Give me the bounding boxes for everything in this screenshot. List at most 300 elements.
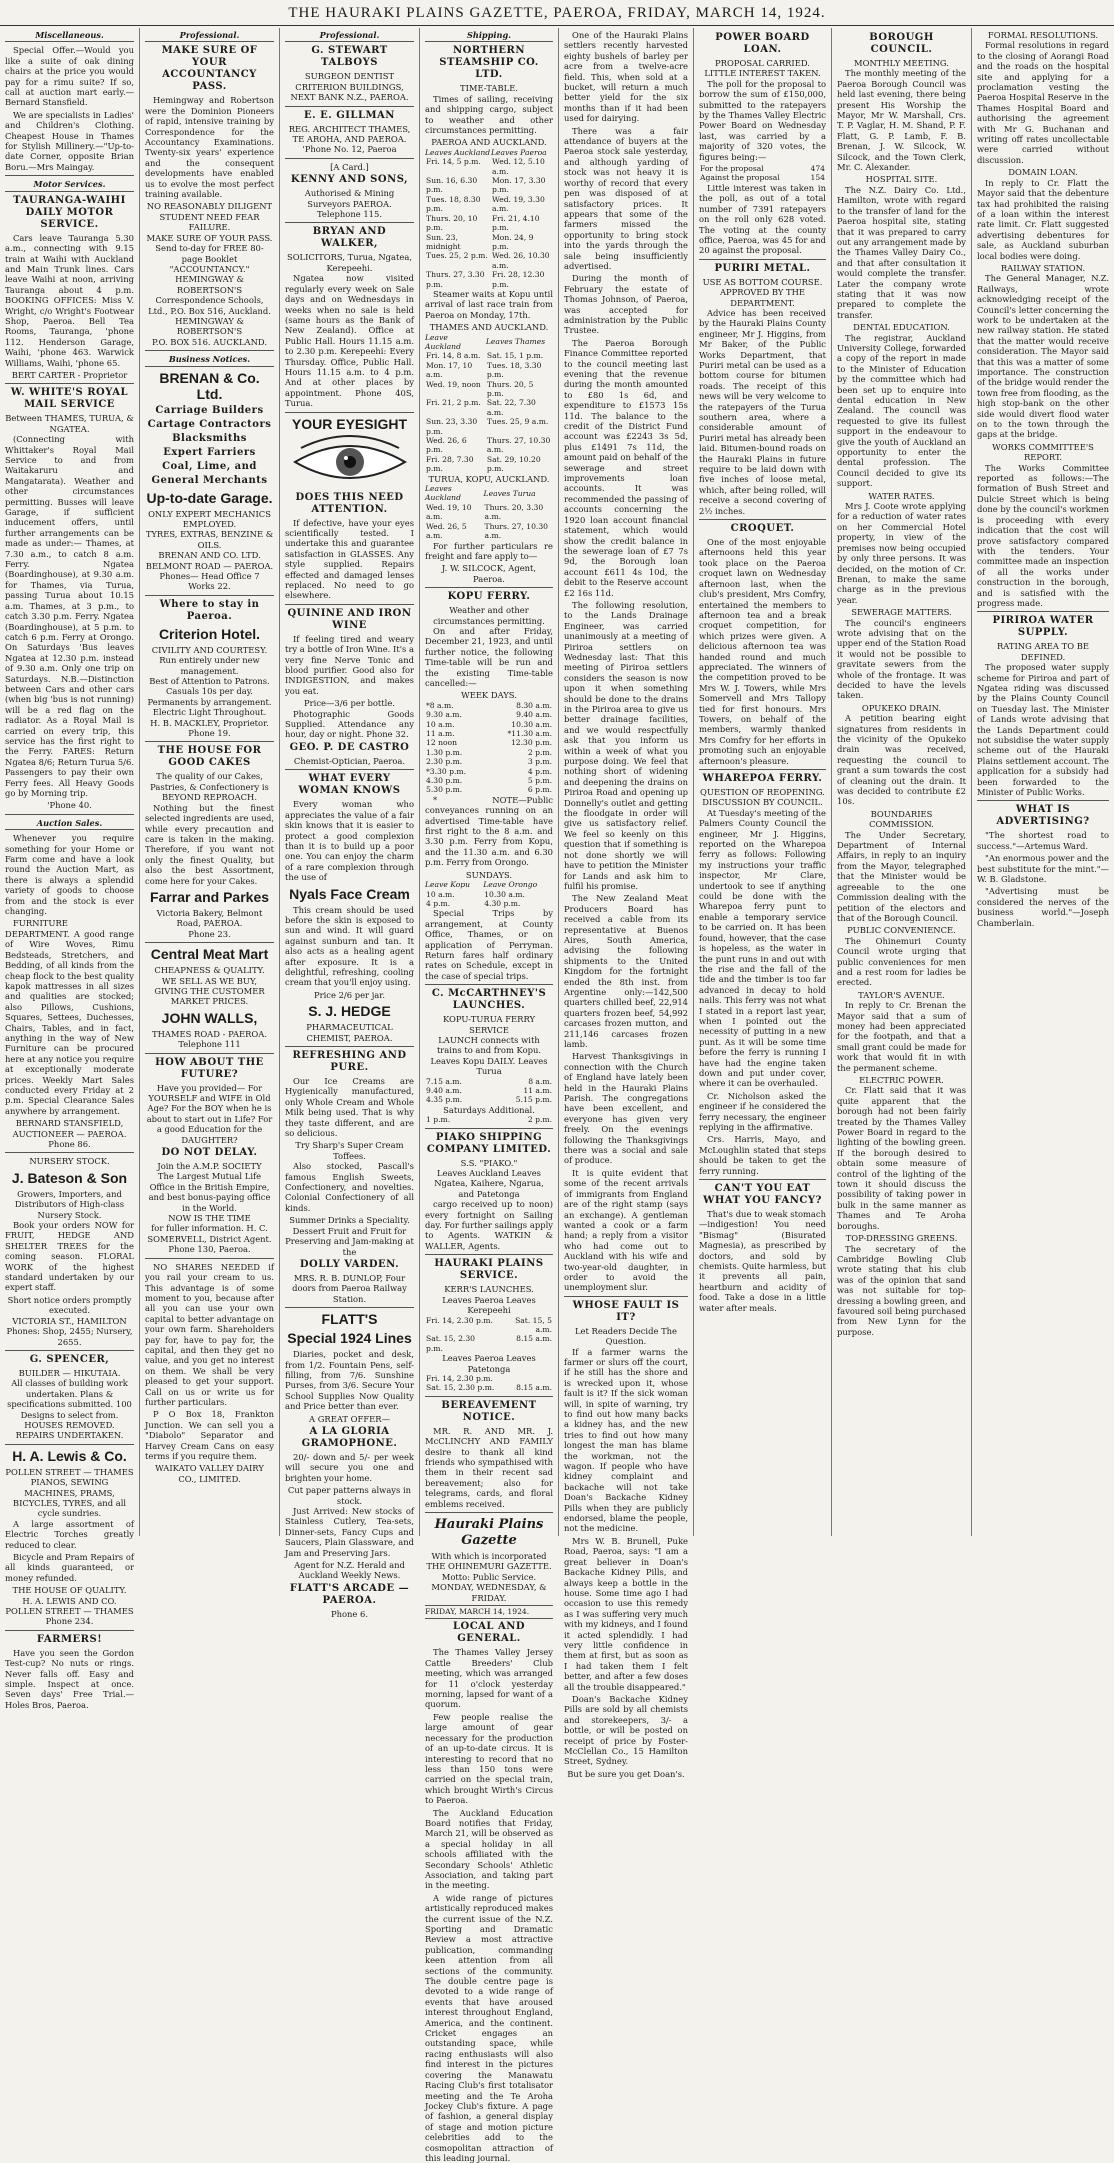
table-cell: 7.15 a.m.: [426, 1076, 462, 1086]
ad-address: POLLEN STREET — THAMES: [5, 1606, 134, 1617]
ad-subtitle: [A Card.]: [330, 161, 369, 172]
divider: [5, 383, 134, 384]
table-cell: Fri. 14, 5 p.m.: [426, 157, 481, 167]
table-row: [425, 1077, 553, 1086]
column-2: [140, 28, 280, 1536]
ad-signature: AUCTIONEER — PAEROA.: [12, 1128, 127, 1139]
ad-body: Summer Drinks a Speciality.: [289, 1215, 410, 1226]
table-title: SUNDAYS.: [465, 869, 513, 880]
classified-ad: Special Offer.—Would you like a suite of oak dining chairs at the price you would pay for a rimu suite? If so, call at auction mart early.—Bernard Stansfield.: [5, 45, 134, 108]
table-row: [425, 417, 553, 436]
table-title: Leaves Paeroa Leaves Patetonga: [442, 1353, 536, 1374]
ad-body: Bicycle and Pram Repairs of all kinds guaranteed, or money refunded.: [5, 1552, 134, 1583]
table-row: [425, 1095, 553, 1104]
article-subhead: WATER RATES.: [868, 490, 935, 501]
ad-body: MAKE SURE OF YOUR PASS.: [146, 232, 273, 243]
ad-subtitle: SOLICITORS, Turua, Ngatea, Kerepeehi.: [286, 252, 413, 273]
ad-body: Steamer waits at Kopu until arrival of last race train from Paeroa on Monday, 17th.: [425, 288, 553, 320]
ad-phone: 'Phone 40.: [47, 800, 92, 811]
table-row: [425, 757, 553, 766]
dateline: [425, 1605, 553, 1619]
article-paragraph: Advice has been received by the Hauraki Plains County engineer, Mr J. Higgins, from Mr Baker, of the Public Works Department, that Puriri metal can be used as a bottom course for bitumen roads. The receipt of this news will be very welcome to the ratepayers of the Turua southern area, where a considerable amount of Puriri metal has already been laid. Bitumen-bound roads on the Hauraki Plains in future require to be laid down with five inches of loose metal, which, after being rolled, will receive a second covering of 2½ inches.: [699, 307, 826, 516]
article-paragraph: The Ohinemuri County Council wrote urging that public conveniences for men and a rest room for ladies be erected.: [837, 935, 966, 988]
table-row: [425, 785, 553, 794]
article-paragraph: The monthly meeting of the Paeroa Borough Council was held last evening, there being present His Worship the Mayor, Mr W. Marshall, Crs. T. P. Vaglar, H. M. Shand, P. F. Flatt, G. P. Lamb, F. B. Brenan, J. W. Silcock, W. Silcock, and the Town Clerk, Mr. C. Alexander.: [837, 68, 966, 173]
article-subhead: BOUNDARIES COMMISSION.: [869, 808, 934, 830]
article-subhead: PROPOSAL CARRIED.: [715, 58, 810, 68]
ad-body: Dessert Fruit and Fruit for Preserving and Jam-making at the: [285, 1225, 414, 1257]
publication-days: MONDAY, WEDNESDAY, & FRIDAY.: [431, 1582, 547, 1603]
ad-body: The Largest Mutual Life Office in the British Empire, and best bonus-paying office in the World.: [148, 1171, 271, 1213]
ad-subtitle: Chemist-Optician, Paeroa.: [293, 755, 406, 766]
ad-title: NORTHERN STEAMSHIP CO. LTD.: [439, 45, 539, 81]
article-paragraph: Cr. Flatt said that it was quite apparent that the borough had not been fairly treated by the Thames Valley Power Board in regard to the lighting of the bowling green. If the borough desired to obtain some measure of control of the lighting of the town it should discuss the possibility of taking power in bulk in the same manner as Thames and Te Aroha boroughs.: [837, 1085, 966, 1231]
table-row: [425, 738, 553, 747]
table-row: [425, 720, 553, 729]
divider: [5, 1152, 134, 1153]
article-paragraph: One of the most enjoyable afternoons held this year took place on the Paeroa croquet lawn on Wednesday afternoon last, when the club's president, Mrs Comfry, entertained the members to afternoon tea and a break croquet competition, for which prizes were given. A delicious afternoon tea was handed round and much appreciated. The winners of the competition proved to be Mrs W. J. Towers, while Mrs Somervell and Mrs Tallopy tied for first honours. Mrs Towers, on behalf of the members, warmly thanked Mrs Comfry for her efforts in promoting such an enjoyable afternoon's pleasure.: [699, 537, 826, 766]
article-paragraph: That's due to weak stomach—indigestion! You need "Bismag" (Bisurated Magnesia), as prescribed by doctors, and sold by chemists. Quite harmless, but it prevents all pain, heartburn and acidity of food. Take a dose in a little water after meals.: [699, 1209, 826, 1313]
ad-title: TAURANGA-WAIHI DAILY MOTOR SERVICE.: [13, 194, 126, 230]
table-cell: Mon. 17, 3.30 p.m.: [492, 176, 546, 195]
ad-subtitle: Join the A.M.P. SOCIETY: [157, 1161, 262, 1172]
table-cell: 10.30 a.m.: [484, 889, 525, 899]
article-subhead: DISCUSSION BY COUNCIL.: [702, 797, 823, 808]
ad-phone: Phone 234.: [45, 1616, 94, 1627]
ad-phone: Phone 23.: [188, 928, 231, 939]
table-row: [425, 351, 553, 360]
divider: [145, 595, 274, 596]
columns: [0, 28, 1114, 2163]
divider: [564, 1296, 688, 1297]
article-paragraph: At Tuesday's meeting of the Palmers County Council the engineer, Mr J. Higgins, reported on the Wharepoa ferry as follows: Following my instructions your traffic inspector, Mr Clare, undertook to see if anything could be done with the Wharepoa ferry punt to enable a temporary service to be carried on. It has been found, however, that the case is hopeless, as the water in the punt runs in and out with the rise and the fall of the tide and the timber is too far advanced in decay to hold nails. This ferry was not what I stated in a report last year, when I pointed out the necessity of putting in a new punt. As it will be some time before the ferry is running I have had the engine taken down and put under cover, where it can be overhauled.: [699, 807, 826, 1089]
column-header: Leaves Auckland: [425, 147, 491, 157]
divider: [285, 106, 414, 107]
notice-title: BEREAVEMENT NOTICE.: [441, 1399, 537, 1423]
timetable-weekdays: [425, 701, 553, 795]
column-header: Leave Auckland: [425, 332, 461, 351]
ad-body: Growers, Importers, and Distributors of High-class Nursery Stock.: [14, 1188, 125, 1220]
article-subhead: MONTHLY MEETING.: [854, 58, 949, 68]
ad-body: for fuller information. H. C. SOMERVELL, District Agent. Phone 130, Paeroa.: [147, 1223, 272, 1255]
ad-body: Try Sharp's Super Cream Toffees.: [295, 1140, 404, 1161]
divider: [285, 769, 414, 770]
ad-phone: Phone 6.: [330, 1608, 369, 1619]
table-title: PAEROA AND AUCKLAND.: [431, 137, 547, 148]
table-cell: 4 p.m.: [426, 898, 451, 908]
nameplate-motto: Motto: Public Service.: [441, 1571, 537, 1582]
ad-body: Hemingway and Robertson were the Dominion Pioneers of rapid, intensive training by Correspondence for the Accountancy Examinations. Twenty-six years' experience and the consequent developments have enabled us to evolve the most perfect training available.: [145, 95, 274, 200]
ad-signature: J. W. SILCOCK, Agent, Paeroa.: [441, 563, 537, 584]
table-row: [425, 748, 553, 757]
ad-subtitle: TIME-TABLE.: [460, 83, 518, 94]
divider: [285, 1307, 414, 1308]
table-title: TURUA, KOPU, AUCKLAND.: [428, 473, 550, 484]
table-cell: Fri. 21, 4.10 p.m.: [492, 213, 540, 233]
table-row: [425, 890, 553, 899]
table-row: [425, 1115, 553, 1124]
table-header-row: [425, 148, 553, 157]
table-row: [425, 214, 553, 233]
ad-line: DOES THIS NEED ATTENTION.: [295, 491, 404, 515]
eye-illustration: [291, 436, 409, 488]
ad-subtitle: THE HOUSE OF QUALITY.: [12, 1585, 127, 1596]
section-header: Professional.: [285, 30, 414, 42]
ad-body: For further particulars re freight and fare apply to—: [425, 540, 553, 561]
ad-subtitle: CIVILITY AND COURTESY.: [151, 644, 268, 655]
ad-subtitle: A GREAT OFFER—: [309, 1413, 390, 1424]
article-paragraph: The poll for the proposal to borrow the sum of £150,000, submitted to the ratepayers by the Thames Valley Electric Power Board on Wednesday last, was carried by a majority of 320 votes, the figures being:—: [699, 78, 826, 162]
ad-line: General Merchants: [151, 474, 268, 486]
table-cell: 1.30 p.m.: [426, 747, 463, 757]
article-paragraph: The registrar, Auckland University College, forwarded a copy of the report in made to the Minister of Education by the committee which had been set up to enquire into dental education in New Zealand. The council was requested to give its fullest support in the endeavour to give the youth of Auckland an opportunity to enter the dental profession. The Council decided to give its support.: [837, 332, 966, 489]
section-header: Motor Services.: [5, 179, 134, 191]
table-row: [425, 1334, 553, 1353]
ad-body: Authorised & Mining Surveyors PAEROA. Telephone 115.: [304, 188, 395, 220]
table-cell: 12 noon: [426, 738, 458, 748]
ad-body: Leaves Auckland Leaves Ngatea, Kaihere, Ngarua, and Patetonga: [434, 1168, 544, 1199]
ad-address: VICTORIA ST., HAMILTON: [12, 1315, 127, 1326]
table-cell: Against the proposal: [700, 173, 780, 183]
article-subhead: QUESTION OF REOPENING.: [700, 787, 825, 797]
table-row: [699, 164, 826, 173]
table-cell: 2.30 p.m.: [426, 757, 463, 767]
table-cell: Wed. 26, 5 a.m.: [426, 521, 467, 541]
article-headline: CROQUET.: [730, 523, 795, 535]
article-headline: WHAREPOA FERRY.: [702, 773, 823, 784]
divider: [285, 412, 414, 413]
timetable-kerr: [425, 1316, 553, 1354]
ad-subtitle: SURGEON DENTIST: [304, 71, 395, 82]
table-row: [425, 157, 553, 176]
article-paragraph: A wide range of pictures artistically reproduced makes the current issue of the N.Z. Sporting and Dramatic Review a most attractive publication, commanding keen attention from all sections of the community. The double centre page is devoted to a wide range of events that have aroused interest throughout England, America, and the continent. Cricket engages an outstanding space, while racing enthusiasts will also find interest in the pictures covering the Manawatu Racing Club's first totalisator meeting and the Te Aroha Jockey Club's fixture. A page of fashion, a general display of stage and motion picture celebrities add to the cosmopolitan attraction of this leading journal.: [425, 1892, 553, 2163]
ad-body: Agent for N.Z. Herald and Auckland Weekly News.: [294, 1560, 405, 1581]
table-cell: Tues. 18, 8.30 p.m.: [426, 194, 481, 214]
dateline-date: FRIDAY, MARCH 14, 1924.: [425, 1607, 530, 1617]
ad-line: A LA GLORIA GRAMOPHONE.: [301, 1425, 398, 1449]
table-cell: 5.15 p.m.: [515, 1095, 552, 1105]
table-cell: 8.15 a.m.: [516, 1383, 552, 1393]
ad-line: Expert Farriers: [163, 446, 256, 458]
ad-address: BELMONT ROAD — PAEROA.: [145, 560, 274, 571]
ad-title: MAKE SURE OF YOUR ACCOUNTANCY PASS.: [161, 45, 258, 93]
timetable-launch: [425, 1077, 553, 1105]
article-paragraph: The secretary of the Cambridge Bowling Club wrote stating that his club was of the opinion that sand was not suitable for top-dressing a bowling green, and favoured soil being purchased from New Lynn for the purpose.: [837, 1243, 966, 1337]
article-headline: WHOSE FAULT IS IT?: [572, 1299, 680, 1323]
ad-title: H. A. Lewis & Co.: [12, 1447, 127, 1464]
ad-body: Run entirely under new management.: [159, 655, 260, 676]
divider: [977, 611, 1109, 612]
column-header: Leaves Turua: [483, 488, 536, 498]
table-cell: 9.30 a.m.: [426, 710, 462, 720]
divider: [699, 769, 826, 770]
table-cell: *11.30 a.m.: [507, 729, 552, 738]
article-headline: CAN'T YOU EAT WHAT YOU FANCY?: [703, 1183, 822, 1207]
ad-title: Farrar and Parkes: [149, 888, 270, 905]
table-cell: For the proposal: [700, 164, 764, 174]
table-cell: 9.40 a.m.: [516, 710, 552, 720]
divider: [425, 1512, 553, 1513]
article-headline: BOROUGH COUNCIL.: [869, 32, 934, 55]
article-paragraph: The Paeroa Borough Finance Committee reported to the council meeting last evening that the revenue during the month amounted to £80 1s 6d, and expenditure to £1573 15s 11d. The balance to the credit of the District Fund account was £2243 3s 5d, plus £1491 7s 11d, the amount paid on behalf of the sewerage and street improvements loan accounts. It was recommended the passing of accounts concerning the 1920 loan account financial statement, which would show the credit balance in the sewerage loan of £7 7s 9d, the Borough loan account £611 4s 10d, the debit to the Reserve account £2 16s 11d.: [564, 337, 688, 598]
article-paragraph: The New Zealand Meat Producers Board has received a cable from its representative at Buenos Aires, South America, advising the following shipments to the United Kingdom for the fortnight ended the 8th inst. from Argentine only:—142,500 quarters chilled beef, 22,914 quarters frozen beef, 54,992 carcases frozen mutton, and 211,146 carcases frozen lamb.: [564, 893, 688, 1049]
ad-signature: H. A. LEWIS AND CO.: [22, 1595, 117, 1606]
table-cell: Sat. 15, 2.30 p.m.: [426, 1334, 476, 1353]
table-cell: Thurs. 27, 10.30 a.m.: [484, 521, 548, 541]
ad-body: All classes of building work undertaken. Plans & specifications submitted. 100 Designs to select from. HOUSES REMOVED. REPAIRS UNDERTAKEN.: [7, 1378, 132, 1441]
table-row: [425, 455, 553, 474]
article-paragraph: Few people realise the large amount of gear necessary for the production of an up-to-date circus. It is interesting to record that no less than 150 tons were carried on the special train, which brought Wirth's Circus to Paeroa.: [425, 1711, 553, 1806]
ad-body: ONLY EXPERT MECHANICS EMPLOYED.: [148, 508, 271, 529]
table-row: [425, 380, 553, 399]
ad-body: A large assortment of Electric Torches greatly reduced to clear.: [5, 1518, 134, 1550]
table-cell: Mon. 24, 9 p.m.: [492, 232, 534, 251]
table-cell: Fri. 14, 8 a.m.: [426, 351, 481, 361]
ad-title: KENNY AND SONS,: [290, 174, 409, 186]
divider: [145, 942, 274, 943]
ad-body: Short notice orders promptly executed.: [7, 1294, 132, 1316]
article-subhead: ELECTRIC POWER.: [859, 1075, 944, 1085]
article-subhead: HOSPITAL SITE.: [865, 174, 938, 185]
ad-title: BRENAN & Co. Ltd.: [159, 369, 260, 402]
table-cell: Mon. 17, 10 a.m.: [426, 360, 473, 380]
article-headline: PIRIROA WATER SUPPLY.: [992, 615, 1094, 639]
ad-line: Carriage Builders: [155, 404, 264, 416]
table-cell: 9.40 a.m.: [426, 1086, 462, 1095]
ad-body: This cream should be used before the skin is exposed to sun and wind. It will guard against sunburn and tan. It also acts as a healing agent after exposure. It is a delightful, refreshing, cooling cream that you'll enjoy using.: [285, 904, 414, 988]
ad-line: Coal, Lime, and: [162, 460, 257, 472]
table-row: [425, 176, 553, 195]
table-cell: [508, 1374, 553, 1383]
ad-title: G. SPENCER,: [29, 1353, 110, 1365]
ad-line: DOLLY VARDEN.: [299, 1258, 400, 1270]
ad-body: Times of sailing, receiving and shipping cargo, subject to weather and other circumstances permitting.: [425, 93, 553, 136]
table-cell: 3 p.m.: [527, 757, 552, 767]
ad-body: If defective, have your eyes scientifically tested. I undertake this and guarantee satisfaction in GLASSES. Any style supplied. Repairs effected and damaged lenses replaced. No need to go elsewhere.: [285, 517, 414, 601]
article-headline: POWER BOARD LOAN.: [715, 32, 810, 55]
ad-subtitle: Between THAMES, TURUA, & NGATEA.: [5, 413, 134, 434]
section-header: Shipping.: [425, 30, 553, 42]
table-cell: Thurs. 27, 10.30 a.m.: [486, 436, 551, 455]
table-cell: 2 p.m.: [527, 1115, 552, 1125]
divider: [145, 741, 274, 742]
ad-phone: Phone 86.: [48, 1139, 91, 1149]
ad-subtitle: PHARMACEUTICAL CHEMIST, PAEROA.: [306, 1022, 393, 1043]
table-cell: Sat. 15, 2.30 p.m.: [426, 1383, 495, 1393]
article-paragraph: The following resolution, to the Lands Drainage Engineer, was carried unanimously at a meeting of Piriroa settlers on Wednesday last: That this meeting of Piriroa settlers considers the season is now upon it when something should be done to the drains in the Piriroa area to give us better drainage facilities, and we would respectfully ask that you inform us within a week of what you purpose doing. We feel that nothing short of widening and deepening the drains on Piriroa Road and opening up Donnelly's outlet and getting the floodgate in order will give us satisfactory relief. We feel so keenly on this question that if something is not done shortly we will have to petition the Minister for Lands and ask him to fulfil his promise.: [564, 599, 688, 891]
ad-subtitle: NURSERY STOCK.: [29, 1156, 110, 1167]
ad-title: PIAKO SHIPPING COMPANY LIMITED.: [426, 1131, 552, 1155]
article-subhead: RATING AREA TO BE DEFINED.: [996, 641, 1090, 662]
divider: [285, 604, 414, 605]
ad-title: QUININE AND IRON WINE: [287, 607, 412, 631]
table-row: [425, 195, 553, 214]
ad-address: Victoria Bakery, Belmont Road, PAEROA.: [156, 907, 263, 929]
article-paragraph: The Auckland Education Board notifies that Friday, March 21, will be observed as a special holiday in all schools affiliated with the Secondary Schools' Athletic Association, and taking part in the meeting.: [425, 1807, 553, 1891]
ad-body: Nothing but the finest selected ingredients are used, while every precaution and care is taken in the making. Therefore, if you want not only the finest Quality, but also the best Assortment, come here for your Cakes.: [145, 802, 274, 886]
ad-signature: HEMINGWAY & ROBERTSON'S: [175, 274, 244, 295]
ad-body: NO REASONABLY DILIGENT STUDENT NEED FEAR FAILURE.: [146, 201, 273, 233]
table-cell: Tues. 25, 9 a.m.: [486, 417, 549, 427]
ad-line: Cartage Contractors: [147, 418, 272, 430]
column-header: Leaves Thames: [485, 337, 546, 347]
section-header: Auction Sales.: [5, 818, 134, 830]
article-paragraph: Formal resolutions in regard to the closing of Aorangi Road and the roads on the hospital site and applying for a proclamation vesting the Paeroa Hospital Reserve in the Thames Hospital Board and authorising the agreement with Mr G. Buchanan and writing off rates uncollectable were carried without discussion.: [977, 40, 1109, 165]
article-subhead: DENTAL EDUCATION.: [853, 322, 950, 333]
divider: [425, 984, 553, 985]
ad-body: Have you provided— For YOURSELF and WIFE in Old Age? For the BOY when he is about to start out in Life? For a good Education for the DAUGHTER?: [146, 1082, 273, 1145]
table-row: [425, 710, 553, 719]
ad-address: Correspondence Schools, Ltd., P.O. Box 516, Auckland.: [148, 295, 271, 316]
ad-body: The quality of our Cakes, Pastries, & Confectionery is BEYOND REPROACH.: [150, 771, 269, 803]
ad-subtitle: NOW IS THE TIME: [168, 1213, 251, 1224]
ad-title: Where to stay in Paeroa.: [159, 598, 260, 622]
table-cell: 5.30 p.m.: [426, 785, 463, 795]
divider: [699, 1179, 826, 1180]
article-paragraph: The N.Z. Dairy Co. Ltd., Hamilton, wrote with regard to the transfer of land for the Paeroa hospital site, stating that it was prepared to carry out any arrangement made by the Thames Valley Dairy Co., and that after consultation it would complete the transfer. Later the company wrote stating that it was now prepared to complete the transfer.: [837, 184, 966, 320]
table-row: [425, 776, 553, 785]
table-cell: 4.35 p.m.: [426, 1095, 463, 1105]
table-cell: Fri. 21, 2 p.m.: [426, 398, 481, 408]
table-cell: Fri. 14, 2.30 p.m.: [426, 1315, 493, 1325]
article-subhead: FORMAL RESOLUTIONS.: [987, 30, 1099, 40]
column-header: Leave Orongo: [483, 880, 538, 890]
section-header: Professional.: [145, 30, 274, 42]
article-subhead: TOP-DRESSING GREENS.: [845, 1233, 958, 1244]
divider: [425, 1128, 553, 1129]
timetable-sundays: [425, 880, 553, 908]
ad-phone: Phones: Shop, 2455; Nursery, 2655.: [6, 1326, 133, 1347]
article-subhead: PUBLIC CONVENIENCE.: [847, 925, 956, 936]
article-subhead: USE AS BOTTOM COURSE.: [702, 276, 823, 287]
ad-body: TYRES, EXTRAS, BENZINE & OILS.: [145, 529, 274, 550]
ad-title: E. E. GILLMAN: [304, 109, 395, 121]
article-subhead: SEWERAGE MATTERS.: [851, 607, 952, 618]
table-row: [425, 767, 553, 776]
table-cell: Sat. 22, 7.30 a.m.: [486, 398, 536, 417]
ad-subtitle: CHEAPNESS & QUALITY.: [154, 965, 265, 976]
table-cell: Thurs. 20, 5 p.m.: [486, 379, 534, 398]
ad-body: Diaries, pocket and desk, from 1/2. Fountain Pens, self-filling, from 7/6. Sunshine Purses, from 3/6. Secure Your School Supplies Now Quality and Price better than ever.: [285, 1349, 414, 1412]
table-row: [425, 701, 553, 710]
ad-body: Have you seen the Gordon Test-cup? No nuts or rings. Never falls off. Easy and simple. Inspect at once. Seven days' Free Trial.—Holes Bros, Paeroa.: [5, 1647, 134, 1710]
newspaper-nameplate: Hauraki Plains Gazette: [434, 1517, 544, 1548]
divider: [425, 1254, 553, 1255]
article-paragraph: The Under Secretary, Department of Internal Affairs, in reply to an inquiry from the Mayor, telegraphed that the Minister would be agreeable to the one Commission dealing with the petition of the electors and that of the Borough Council.: [837, 829, 966, 923]
ad-title: FARMERS!: [36, 1633, 103, 1645]
ad-title: J. Bateson & Son: [11, 1169, 128, 1186]
table-row: [425, 398, 553, 417]
article-paragraph: Cr. Nicholson asked the engineer if he considered the ferry necessary, the engineer replying in the affirmative.: [699, 1090, 826, 1132]
article-headline: WHAT IS ADVERTISING?: [996, 804, 1090, 828]
article-paragraph: The General Manager, N.Z. Railways, wrote acknowledging receipt of the Council's letter concerning the work to be undertaken at the new railway station. He stated that the matter would receive consideration. The Mayor said that this was a matter of some importance. The construction of the bridge would render the town free from flooding, as the high stop-bank on the other side would divert flood water on to the town through the gaps at the bridge.: [977, 273, 1109, 440]
ad-title: THE HOUSE FOR GOOD CAKES: [157, 745, 262, 769]
ad-subtitle: Weather and other circumstances permitting.: [433, 605, 545, 626]
table-title: Leaves Kopu DAILY. Leaves Turua: [430, 1055, 548, 1077]
article-paragraph: The proposed water supply scheme for Piriroa and part of Ngatea riding was discussed by the Plains County Council on Tuesday last. The Minister of Lands wrote advising that the Lands Department could not subsidise the water supply scheme out of the Hauraki Plains settlement account. The application for a subsidy had been forwarded to the Minister of Public Works.: [977, 662, 1109, 798]
ad-signature: MRS. R. B. DUNLOP, Four doors from Paeroa Railway Station.: [292, 1272, 407, 1304]
ad-body: WE SELL AS WE BUY, GIVING THE CUSTOMER MARKET PRICES.: [154, 975, 265, 1007]
article-subhead: OPUKEKO DRAIN.: [861, 702, 942, 713]
divider: [5, 1350, 134, 1351]
table-title: WEEK DAYS.: [461, 690, 517, 701]
section-header: Business Notices.: [145, 354, 274, 366]
ad-body: Send to-day for FREE 80-page Booklet "ACCOUNTANCY.": [155, 243, 264, 274]
column-8: [972, 28, 1114, 1536]
ad-signature: GEO. P. DE CASTRO: [289, 741, 410, 753]
table-row: [425, 503, 553, 522]
ad-signature: BRENAN AND CO. LTD.: [158, 550, 261, 561]
article-paragraph: During the month of February the estate of Thomas Johnson, of Paeroa, was accepted for administration by the Public Trustee.: [564, 273, 688, 336]
table-cell: Wed. 26, 10.30 a.m.: [492, 251, 550, 270]
table-row: [425, 251, 553, 270]
table-cell: Wed. 26, 6 p.m.: [426, 436, 467, 455]
table-cell: 4 p.m.: [527, 766, 552, 776]
timetable-saturday: [425, 1115, 553, 1124]
table-cell: *8 a.m.: [426, 700, 454, 710]
classified-ad: We are specialists in Ladies' and Children's Clothing. Cheapest House in Thames for Stylish Millinery.—"Up-to-date Corner, opposite Brian Boru.—Mrs Maingay.: [5, 109, 134, 172]
table-cell: Sun. 16, 6.30 p.m.: [426, 176, 478, 195]
ad-signature: H. B. MACKLEY, Proprietor. Phone 19.: [150, 717, 269, 739]
ad-subtitle: KERR'S LAUNCHES.: [444, 1284, 534, 1295]
divider: [699, 259, 826, 260]
timetable-thames-auckland: [425, 333, 553, 474]
column-header: Leaves Paeroa: [491, 147, 547, 157]
divider: [285, 222, 414, 223]
article-paragraph: The Thames Valley Jersey Cattle Breeders' Club meeting, which was arranged for 11 o'clock yesterday morning, lapsed for want of a quorum.: [425, 1647, 553, 1710]
ad-body: Ngatea now visited regularly every week on Sale days and on Wednesdays in weeks when no sale is held (same hours as the Bank of New Zealand). Office at Public Hall. Hours 11.15 a.m. to 2.30 p.m. Kerepeehi: Every Thursday. Office, Public Hall. Hours 11.15 a.m. to 4 p.m. And at other places by appointment. Phone 40S, Turua.: [285, 273, 414, 409]
table-cell: 11 a.m.: [426, 729, 455, 738]
ad-body: (Connecting with Whittaker's Royal Mail Service to and from Waitakaruru and Mangatarata). Weather and other circumstances permitting. Busses will leave Garage, if sufficient inducement offers, until further arrangements can be made as under:— Thames, at 7.30 a.m., to catch 8 a.m. Ferry. Ngatea (Boardinghouse), at 9.30 a.m. for Thames, via Turua, passing Turua about 10.15 a.m. Thames, at 3 p.m., to catch 3.30 p.m. Ferry. Ngatea (Boardinghouse), at 5 p.m. to catch 6 p.m. Ferry at Orongo. On Saturdays 'Bus leaves Ngatea at 12.30 p.m. instead of 9.30 a.m. Only one trip on Saturdays. N.B.—Distinction between Cars and other cars (when big 'bus is not running) will be a red flag on the radiator. As a Royal Mail is carried on every trip, this service has the first right to the Ferry. FARES: Return Ngatea 8/6; Return Turua 5/6. Passengers to pay their own Ferry fees. All Heavy Goods go by Morning trip.: [5, 434, 134, 798]
ad-subtitle: S.S. "PIAKO.": [460, 1157, 518, 1168]
ad-body: Cut paper patterns always in stock.: [287, 1485, 412, 1506]
ad-body: * NOTE—Public conveyances running on an advertised Time-table have first right to the 8 a.m. and 3.30 p.m. Ferry from Kopu, and the 11.30 a.m. and 6.30 p.m. Ferry from Orongo.: [425, 794, 553, 868]
table-cell: 154: [810, 173, 825, 183]
divider: [699, 519, 826, 520]
table-cell: Sat. 29, 10.20 p.m.: [486, 454, 541, 474]
ad-body: Special Trips by arrangement, at County Office, Thames, or on application of Perryman. Return fares half ordinary rates on Schedule, except in the case of special trips.: [425, 908, 553, 981]
article-paragraph: In reply to Cr. Flatt the Mayor said that the debenture tax had prohibited the raising of a loan within the interest rate limit. Cr. Flatt suggested advertising debentures for sale, as Auckland suburban local bodies were doing.: [977, 177, 1109, 261]
ad-price: Price—3/6 per bottle.: [304, 698, 395, 709]
ad-address: CRITERION BUILDINGS, NEXT BANK N.Z., PAEROA.: [290, 81, 409, 103]
article-subhead: RAILWAY STATION.: [1000, 262, 1086, 273]
ad-title: KOPU FERRY.: [447, 591, 531, 603]
table-cell: Fri. 28, 7.30 p.m.: [426, 454, 474, 474]
table-row: [425, 270, 553, 289]
table-cell: 8 a.m.: [528, 1076, 552, 1086]
table-cell: 10.30 a.m.: [511, 719, 552, 729]
table-cell: 8.30 a.m.: [516, 700, 552, 710]
table-cell: Wed. 19, noon: [426, 379, 481, 389]
table-cell: Tues. 25, 2 p.m.: [426, 251, 488, 261]
article-paragraph: Harvest Thanksgivings in connection with the Church of England have lately been held in the Hauraki Plains Parish. The congregations have been excellent, and everyone has given very freely. On the evenings following the Thanksgivings there was a social and sale of produce.: [564, 1051, 688, 1166]
ad-body: FURNITURE DEPARTMENT. A good range of Wire Woves, Rimu Bedsteads, Stretchers, and Bedding, of all kinds from the cheap flock to the best quality kapok mattresses in all sizes and qualities are stocked; also Pillows, Cushions, Squares, Settees, Duchesses, Chairs, Tables, and in fact, anything in the way of New Furniture can be procured here at any notice you require at exceptionally moderate prices. Weekly Mart Sales conducted every Friday at 2 p.m. Special Clearance Sales anywhere by arrangement.: [5, 918, 134, 1116]
ad-subtitle: BUILDER — HIKUTAIA.: [18, 1367, 121, 1378]
table-cell: 474: [810, 164, 825, 174]
column-1: [0, 28, 140, 1710]
table-row: [425, 522, 553, 541]
article-paragraph: The Works Committee reported as follows:—The formation of Bush Street and Dulcie Street which is being done by the council's workmen is proceeding with every indication that the cost will prove satisfactory compared with the tenders. Your committee made an inspection of all the works under construction in the borough, and is satisfied with the progress made.: [977, 462, 1109, 608]
ad-body: Casuals 10s per day. Permanents by arrangement. Electric Light Throughout.: [147, 686, 272, 718]
article-paragraph: Mrs W. B. Brunell, Puke Road, Paeroa, says: "I am a great believer in Doan's Backache Kidney Pills, and always keep a bottle in the house. Some time ago I had occasion to use this remedy as I was suffering very much with my kidneys, and I found it acted splendidly. I had very little confidence in them at first, but as soon as I had taken them I felt better, and after a few doses all the trouble disappeared.": [564, 1535, 688, 1692]
table-cell: Fri. 14, 2.30 p.m.: [426, 1373, 493, 1383]
table-cell: 4.30 p.m.: [484, 898, 521, 908]
table-row: [425, 233, 553, 252]
column-4: [420, 28, 559, 2163]
ad-title: HAURAKI PLAINS SERVICE.: [434, 1258, 544, 1282]
article-subhead: LITTLE INTEREST TAKEN.: [704, 68, 821, 79]
table-row: [425, 436, 553, 455]
